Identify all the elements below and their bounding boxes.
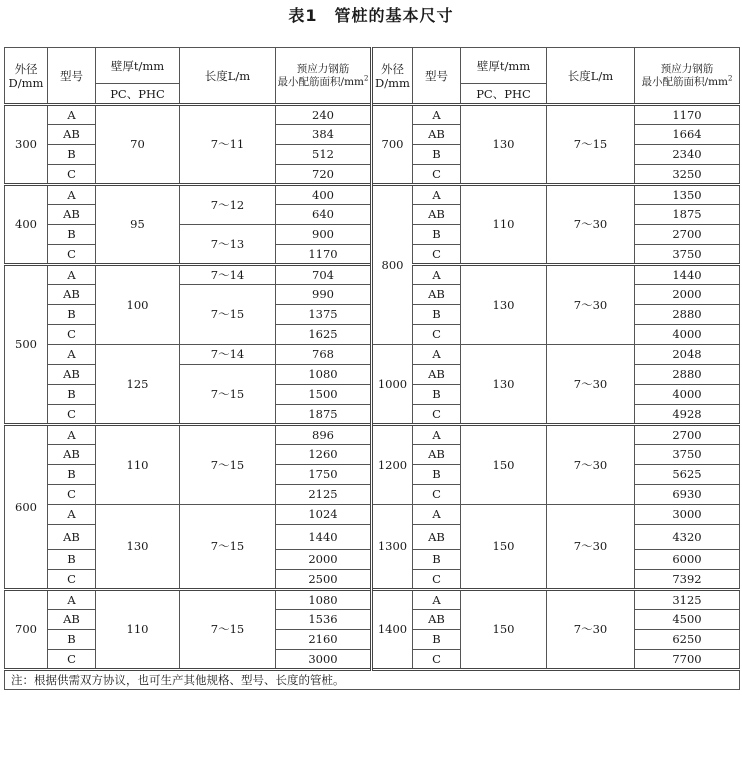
area-cell: 1440 (635, 265, 740, 285)
model-cell: AB (48, 365, 96, 385)
header-text: 最小配筋面积/mm (277, 75, 364, 88)
length-cell: 7～15 (180, 505, 276, 590)
area-cell: 2880 (635, 365, 740, 385)
model-cell: C (48, 325, 96, 345)
area-cell: 1170 (276, 245, 372, 265)
wall-thickness-cell: 150 (461, 425, 547, 505)
model-cell: A (413, 425, 461, 445)
area-cell: 6000 (635, 550, 740, 570)
area-cell: 384 (276, 125, 372, 145)
wall-thickness-cell: 130 (461, 345, 547, 425)
header-superscript: 2 (727, 74, 733, 82)
model-cell: A (48, 345, 96, 365)
model-cell: A (413, 105, 461, 125)
area-cell: 990 (276, 285, 372, 305)
model-cell: B (413, 465, 461, 485)
area-cell: 3000 (276, 650, 372, 670)
model-cell: B (48, 145, 96, 165)
area-cell: 4000 (635, 385, 740, 405)
wall-thickness-cell: 100 (96, 265, 180, 345)
area-cell: 2160 (276, 630, 372, 650)
model-cell: C (48, 405, 96, 425)
model-cell: C (413, 165, 461, 185)
area-cell: 2000 (635, 285, 740, 305)
diameter-cell: 1400 (372, 590, 413, 670)
wall-thickness-cell: 125 (96, 345, 180, 425)
model-cell: B (413, 145, 461, 165)
model-cell: AB (48, 205, 96, 225)
length-cell: 7～30 (547, 590, 635, 670)
area-cell: 4500 (635, 610, 740, 630)
area-cell: 2880 (635, 305, 740, 325)
header-length: 长度L/m (547, 48, 635, 105)
header-model: 型号 (413, 48, 461, 105)
area-cell: 896 (276, 425, 372, 445)
model-cell: B (48, 550, 96, 570)
length-cell: 7～30 (547, 425, 635, 505)
diameter-cell: 800 (372, 185, 413, 345)
model-cell: B (413, 305, 461, 325)
area-cell: 3125 (635, 590, 740, 610)
area-cell: 4000 (635, 325, 740, 345)
model-cell: B (48, 225, 96, 245)
header-pc-phc: PC、PHC (96, 84, 180, 105)
header-text: D/mm (375, 75, 410, 90)
model-cell: AB (413, 445, 461, 465)
diameter-cell: 700 (5, 590, 48, 670)
area-cell: 2125 (276, 485, 372, 505)
length-cell: 7～15 (180, 590, 276, 670)
header-rebar-area (635, 48, 740, 105)
model-cell: A (413, 265, 461, 285)
header-pc-phc: PC、PHC (461, 84, 547, 105)
area-cell: 2500 (276, 570, 372, 590)
model-cell: A (48, 425, 96, 445)
model-cell: C (48, 570, 96, 590)
area-cell: 2000 (276, 550, 372, 570)
length-cell: 7～30 (547, 345, 635, 425)
area-cell: 3750 (635, 445, 740, 465)
area-cell: 1664 (635, 125, 740, 145)
area-cell: 1375 (276, 305, 372, 325)
area-cell: 1170 (635, 105, 740, 125)
length-cell: 7～15 (547, 105, 635, 185)
length-cell: 7～14 (180, 345, 276, 365)
model-cell: A (48, 265, 96, 285)
model-cell: B (48, 385, 96, 405)
model-cell: B (48, 465, 96, 485)
diameter-cell: 1200 (372, 425, 413, 505)
length-cell: 7～11 (180, 105, 276, 185)
area-cell: 1080 (276, 365, 372, 385)
area-cell: 3750 (635, 245, 740, 265)
model-cell: B (413, 550, 461, 570)
wall-thickness-cell: 130 (461, 105, 547, 185)
footnote: 注：根据供需双方协议，也可生产其他规格、型号、长度的管桩。 (5, 670, 740, 690)
length-cell: 7～15 (180, 365, 276, 425)
area-cell: 6930 (635, 485, 740, 505)
length-cell: 7～30 (547, 185, 635, 265)
header-length: 长度L/m (180, 48, 276, 105)
model-cell: AB (413, 365, 461, 385)
model-cell: AB (413, 285, 461, 305)
header-wall-thickness: 壁厚t/mm (461, 48, 547, 84)
model-cell: A (48, 185, 96, 205)
model-cell: AB (413, 205, 461, 225)
model-cell: B (413, 630, 461, 650)
diameter-cell: 500 (5, 265, 48, 425)
model-cell: A (48, 590, 96, 610)
area-cell: 704 (276, 265, 372, 285)
area-cell: 768 (276, 345, 372, 365)
model-cell: C (413, 570, 461, 590)
header-superscript: 2 (363, 74, 369, 82)
model-cell: C (413, 650, 461, 670)
model-cell: C (413, 485, 461, 505)
model-cell: C (413, 325, 461, 345)
wall-thickness-cell: 110 (96, 425, 180, 505)
model-cell: AB (48, 445, 96, 465)
model-cell: A (413, 345, 461, 365)
model-cell: AB (48, 525, 96, 550)
wall-thickness-cell: 150 (461, 505, 547, 590)
area-cell: 1440 (276, 525, 372, 550)
area-cell: 5625 (635, 465, 740, 485)
model-cell: B (413, 225, 461, 245)
area-cell: 1260 (276, 445, 372, 465)
length-cell: 7～30 (547, 505, 635, 590)
area-cell: 2700 (635, 225, 740, 245)
area-cell: 720 (276, 165, 372, 185)
area-cell: 7392 (635, 570, 740, 590)
area-cell: 7700 (635, 650, 740, 670)
header-text: 最小配筋面积/mm (641, 75, 728, 88)
model-cell: A (48, 105, 96, 125)
area-cell: 512 (276, 145, 372, 165)
model-cell: A (413, 185, 461, 205)
header-rebar-area (276, 48, 372, 105)
area-cell: 6250 (635, 630, 740, 650)
area-cell: 640 (276, 205, 372, 225)
area-cell: 4320 (635, 525, 740, 550)
area-cell: 1536 (276, 610, 372, 630)
header-text: 预应力钢筋 (660, 62, 714, 75)
area-cell: 1875 (276, 405, 372, 425)
header-text: 外径 (14, 61, 38, 76)
wall-thickness-cell: 150 (461, 590, 547, 670)
model-cell: AB (48, 610, 96, 630)
area-cell: 2700 (635, 425, 740, 445)
pile-dimensions-table (4, 47, 740, 771)
model-cell: AB (413, 525, 461, 550)
area-cell: 1024 (276, 505, 372, 525)
model-cell: B (413, 385, 461, 405)
area-cell: 3250 (635, 165, 740, 185)
table-title: 表1 管桩的基本尺寸 (288, 6, 454, 25)
area-cell: 1080 (276, 590, 372, 610)
diameter-cell: 700 (372, 105, 413, 185)
length-cell: 7～15 (180, 285, 276, 345)
header-outer-diameter (5, 48, 48, 105)
header-wall-thickness: 壁厚t/mm (96, 48, 180, 84)
model-cell: AB (413, 125, 461, 145)
diameter-cell: 300 (5, 105, 48, 185)
diameter-cell: 400 (5, 185, 48, 265)
model-cell: C (48, 165, 96, 185)
model-cell: AB (413, 610, 461, 630)
model-cell: C (413, 405, 461, 425)
model-cell: B (48, 630, 96, 650)
area-cell: 1500 (276, 385, 372, 405)
wall-thickness-cell: 110 (96, 590, 180, 670)
diameter-cell: 600 (5, 425, 48, 590)
wall-thickness-cell: 95 (96, 185, 180, 265)
wall-thickness-cell: 130 (461, 265, 547, 345)
model-cell: A (48, 505, 96, 525)
area-cell: 1750 (276, 465, 372, 485)
model-cell: AB (48, 125, 96, 145)
wall-thickness-cell: 110 (461, 185, 547, 265)
area-cell: 400 (276, 185, 372, 205)
model-cell: C (48, 485, 96, 505)
header-model: 型号 (48, 48, 96, 105)
length-cell: 7～13 (180, 225, 276, 265)
model-cell: C (48, 650, 96, 670)
header-text: D/mm (8, 75, 44, 90)
length-cell: 7～14 (180, 265, 276, 285)
length-cell: 7～30 (547, 265, 635, 345)
length-cell: 7～12 (180, 185, 276, 225)
model-cell: A (413, 505, 461, 525)
area-cell: 4928 (635, 405, 740, 425)
model-cell: B (48, 305, 96, 325)
length-cell: 7～15 (180, 425, 276, 505)
header-text: 外径 (381, 61, 404, 76)
area-cell: 1625 (276, 325, 372, 345)
area-cell: 2340 (635, 145, 740, 165)
header-text: 预应力钢筋 (296, 62, 350, 75)
area-cell: 1350 (635, 185, 740, 205)
wall-thickness-cell: 70 (96, 105, 180, 185)
area-cell: 1875 (635, 205, 740, 225)
area-cell: 900 (276, 225, 372, 245)
wall-thickness-cell: 130 (96, 505, 180, 590)
model-cell: A (413, 590, 461, 610)
model-cell: C (48, 245, 96, 265)
model-cell: AB (48, 285, 96, 305)
diameter-cell: 1000 (372, 345, 413, 425)
area-cell: 3000 (635, 505, 740, 525)
model-cell: C (413, 245, 461, 265)
diameter-cell: 1300 (372, 505, 413, 590)
area-cell: 2048 (635, 345, 740, 365)
header-outer-diameter (372, 48, 413, 105)
area-cell: 240 (276, 105, 372, 125)
